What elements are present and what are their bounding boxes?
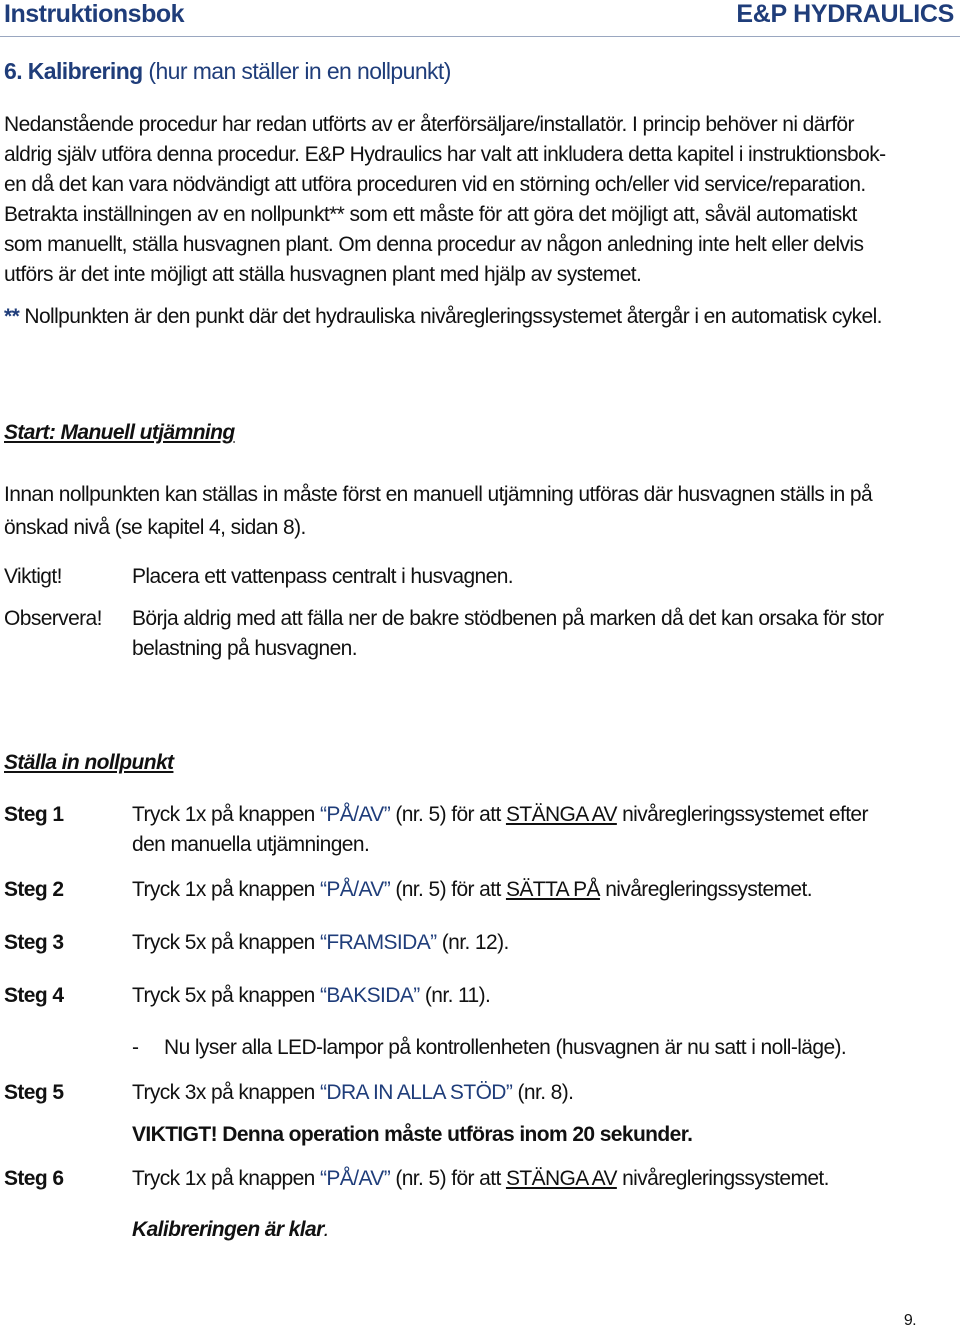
intro-line-4: Betrakta inställningen av en nollpunkt** som ett måste för att göra det möjligt att, såväl automatiskt [4, 203, 857, 226]
start-heading: Start: Manuell utjämning [4, 421, 235, 444]
step-3-button: “FRAMSIDA” [320, 931, 437, 954]
footnote-text: Nollpunkten är den punkt där det hydrauliska nivåregleringssystemet återgår i en automatisk cykel. [19, 305, 882, 328]
step-4-note: Nu lyser alla LED-lampor på kontrollenheten (husvagnen är nu satt i noll-läge). [164, 1036, 847, 1059]
calibration-done-dot: . [323, 1218, 329, 1241]
step-5-warning: VIKTIGT! Denna operation måste utföras inom 20 sekunder. [132, 1123, 693, 1146]
step-6-button: “PÅ/AV” [320, 1167, 391, 1190]
step-4-post: (nr. 11). [419, 984, 491, 1007]
brand-name: E&P HYDRAULICS [736, 0, 954, 28]
step-text-2 [132, 875, 952, 905]
footnote-marker: ** [4, 305, 20, 328]
step-6-action: STÄNGA AV [505, 1167, 617, 1190]
note-text-observe [132, 604, 952, 664]
step-text-1 [132, 800, 952, 860]
note-observe-line-2: belastning på husvagnen. [132, 637, 357, 660]
step-label-3: Steg 3 [4, 931, 64, 954]
step-3-post: (nr. 12). [436, 931, 509, 954]
page-header [0, 0, 960, 36]
step-1-button: “PÅ/AV” [320, 803, 391, 826]
step-2-post: nivåregleringssystemet. [599, 878, 812, 901]
step-label-1: Steg 1 [4, 803, 64, 826]
step-5-pre: Tryck 3x på knappen [132, 1081, 320, 1104]
section-number: 6. [4, 58, 22, 84]
start-paragraph [4, 478, 954, 544]
step-5-post: (nr. 8). [512, 1081, 574, 1104]
step-label-4: Steg 4 [4, 984, 64, 1007]
note-text-important: Placera ett vattenpass centralt i husvagnen. [132, 565, 514, 588]
step-text-4 [132, 981, 952, 1011]
note-label-important: Viktigt! [4, 565, 62, 588]
document-title: Instruktionsbok [4, 0, 185, 28]
step-1-post: nivåregleringssystemet efter [616, 803, 868, 826]
intro-line-6: utförs är det inte möjligt att ställa husvagnen plant med hjälp av systemet. [4, 263, 642, 286]
start-line-2: önskad nivå (se kapitel 4, sidan 8). [4, 516, 306, 539]
step-6-pre: Tryck 1x på knappen [132, 1167, 320, 1190]
step-3-pre: Tryck 5x på knappen [132, 931, 320, 954]
step-1-pre: Tryck 1x på knappen [132, 803, 320, 826]
step-6-post: nivåregleringssystemet. [616, 1167, 829, 1190]
step-2-button: “PÅ/AV” [320, 878, 391, 901]
step-text-3 [132, 928, 952, 958]
intro-line-2: aldrig själv utföra denna procedur. E&P Hydraulics har valt att inkludera detta kapitel i instruktionsbok- [4, 143, 886, 166]
step-4-note-dash: - [132, 1036, 139, 1059]
step-1-action: STÄNGA AV [505, 803, 617, 826]
step-label-6: Steg 6 [4, 1167, 64, 1190]
step-2-mid: (nr. 5) för att [390, 878, 506, 901]
page-number: 9. [903, 1312, 916, 1329]
nollpunkt-heading: Ställa in nollpunkt [4, 751, 174, 774]
calibration-done-text: Kalibreringen är klar [132, 1218, 324, 1241]
step-6-mid: (nr. 5) för att [390, 1167, 506, 1190]
step-1-mid: (nr. 5) för att [390, 803, 506, 826]
intro-line-1: Nedanstående procedur har redan utförts av er återförsäljare/installatör. I princip behöver ni därför [4, 113, 854, 136]
step-5-button: “DRA IN ALLA STÖD” [320, 1081, 513, 1104]
step-4-pre: Tryck 5x på knappen [132, 984, 320, 1007]
step-label-2: Steg 2 [4, 878, 64, 901]
section-title [4, 58, 451, 85]
step-1-line-2: den manuella utjämningen. [132, 833, 370, 856]
section-title-rest: (hur man ställer in en nollpunkt) [142, 58, 451, 84]
step-text-6 [132, 1164, 952, 1194]
intro-line-5: som manuellt, ställa husvagnen plant. Om denna procedur av någon anledning inte helt eller delvis [4, 233, 864, 256]
step-text-5 [132, 1078, 952, 1108]
footnote [4, 302, 954, 332]
step-2-action: SÄTTA PÅ [505, 878, 600, 901]
start-line-1: Innan nollpunkten kan ställas in måste först en manuell utjämning utföras där husvagnen ställs in på [4, 483, 873, 506]
calibration-done [132, 1215, 952, 1245]
step-4-button: “BAKSIDA” [320, 984, 420, 1007]
step-label-5: Steg 5 [4, 1081, 64, 1104]
note-label-observe: Observera! [4, 607, 102, 630]
section-title-bold: Kalibrering [27, 58, 143, 84]
header-divider [0, 36, 960, 37]
note-observe-line-1: Börja aldrig med att fälla ner de bakre stödbenen på marken då det kan orsaka för stor [132, 607, 884, 630]
step-2-pre: Tryck 1x på knappen [132, 878, 320, 901]
intro-line-3: en då det kan vara nödvändigt att utföra proceduren vid en störning och/eller vid service/reparation. [4, 173, 866, 196]
intro-paragraph [4, 110, 954, 290]
